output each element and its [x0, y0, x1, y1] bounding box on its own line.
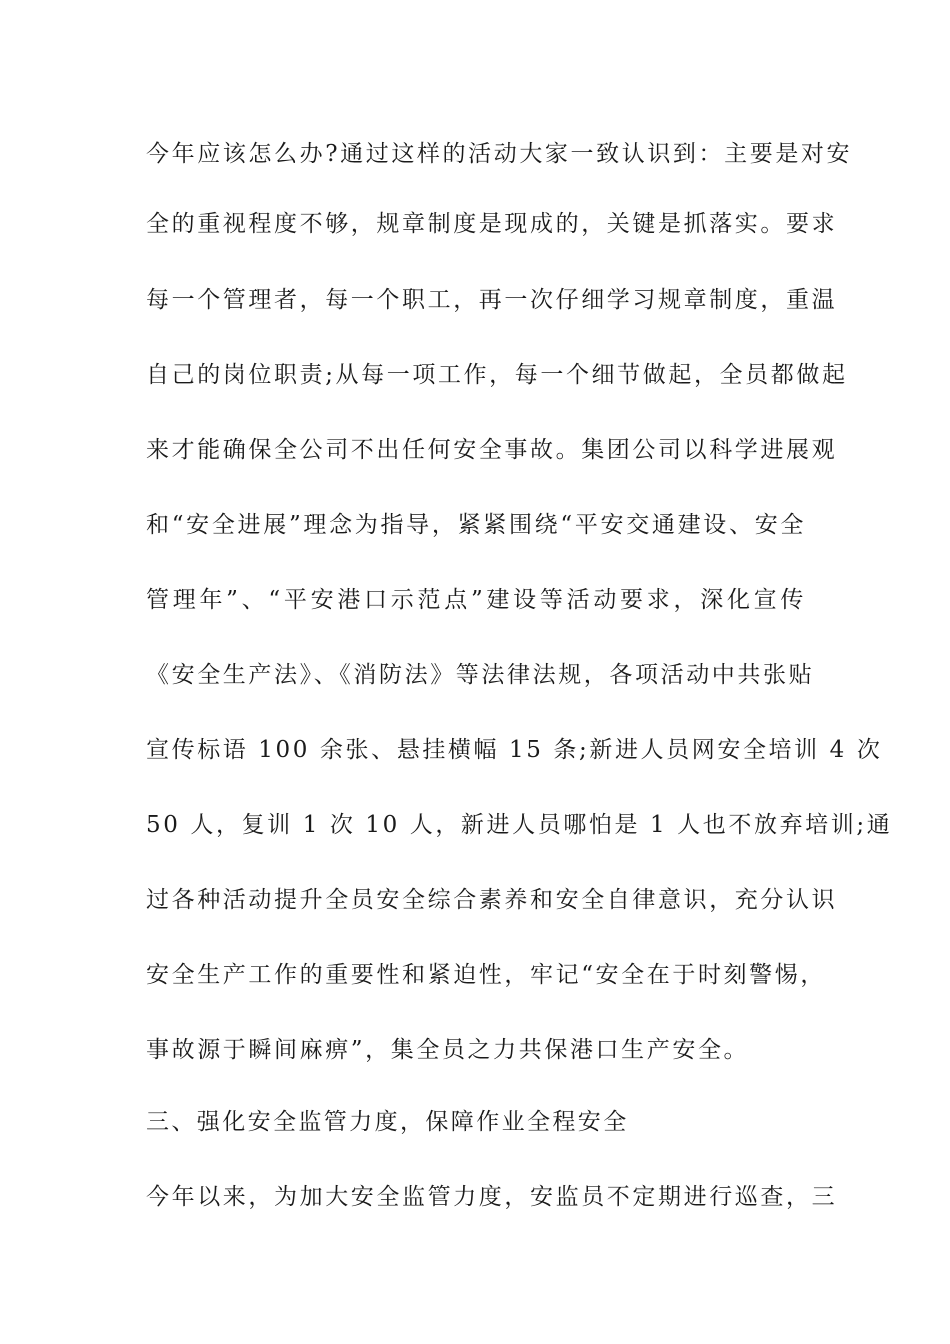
body-text-line-4: 自己的岗位职责;从每一项工作，每一个细节做起，全员都做起 — [146, 362, 848, 388]
body-text-line-13: 事故源于瞬间麻痹”，集全员之力共保港口生产安全。 — [146, 1037, 750, 1063]
body-text-line-12: 安全生产工作的重要性和紧迫性，牢记“安全在于时刻警惕， — [146, 962, 826, 988]
body-text-line-8: 《安全生产法》、《消防法》等法律法规，各项活动中共张贴 — [146, 662, 815, 688]
section-heading: 三、强化安全监管力度，保障作业全程安全 — [146, 1109, 629, 1135]
body-text-line-9: 宣传标语 100 余张、悬挂横幅 15 条;新进人员网安全培训 4 次 — [146, 737, 883, 763]
body-text-line-10: 50 人，复训 1 次 10 人，新进人员哪怕是 1 人也不放弃培训;通 — [146, 812, 893, 838]
body-text-line-1: 今年应该怎么办?通过这样的活动大家一致认识到：主要是对安 — [146, 141, 853, 167]
body-text-line-2: 全的重视程度不够，规章制度是现成的，关键是抓落实。要求 — [146, 211, 838, 237]
body-text-line-5: 来才能确保全公司不出任何安全事故。集团公司以科学进展观 — [146, 437, 838, 463]
body-text-line-7: 管理年”、“平安港口示范点”建设等活动要求，深化宣传 — [146, 587, 806, 613]
body-text-line-11: 过各种活动提升全员安全综合素养和安全自律意识，充分认识 — [146, 887, 838, 913]
body-text-line-14: 今年以来，为加大安全监管力度，安监员不定期进行巡查，三 — [146, 1184, 838, 1210]
body-text-line-6: 和“安全进展”理念为指导，紧紧围绕“平安交通建设、安全 — [146, 512, 806, 538]
body-text-line-3: 每一个管理者，每一个职工，再一次仔细学习规章制度，重温 — [146, 287, 838, 313]
